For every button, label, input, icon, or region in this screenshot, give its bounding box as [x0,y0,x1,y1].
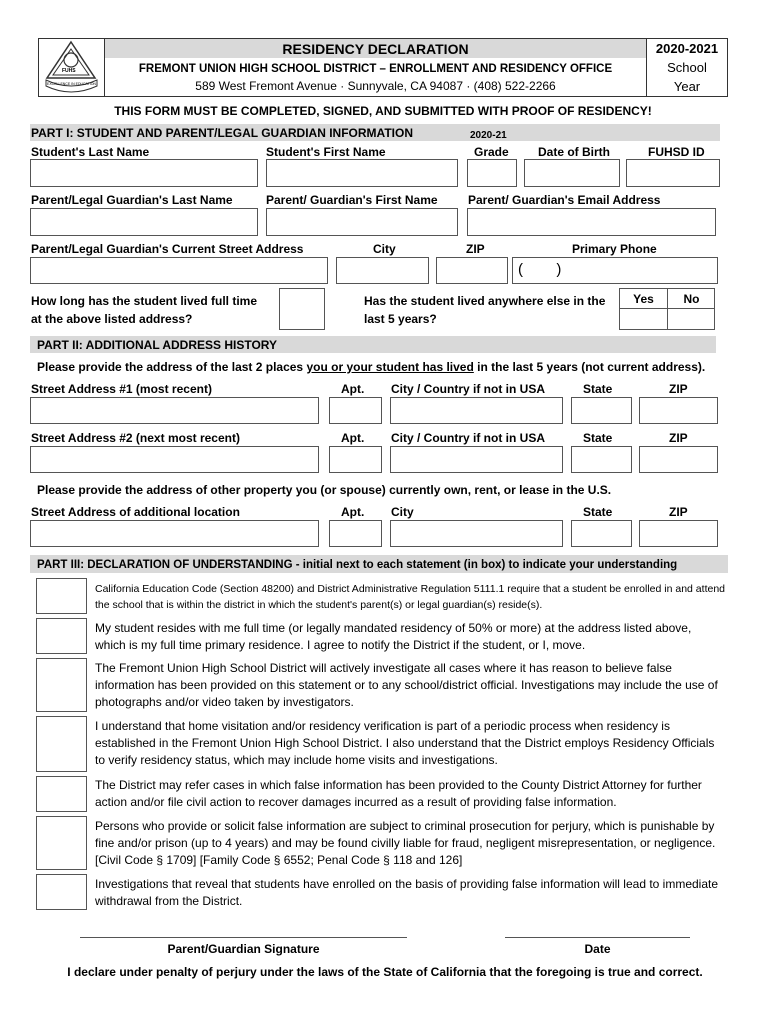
statement-4: I understand that home visitation and/or residency verification is part of a periodic process when residency is established in the Fremont Union High School District. I also understand that the District employs Residency Officials to verify residency status, which may include home visits and investigations. [95,719,715,767]
additional-address-label: Street Address of additional location [31,505,240,519]
district-name: FREMONT UNION HIGH SCHOOL DISTRICT – ENROLLMENT AND RESIDENCY OFFICE [138,63,613,75]
primary-phone-field[interactable] [512,257,718,284]
district-logo [43,40,100,96]
logo-monogram: FUHS [62,68,76,74]
additional-city-field[interactable] [390,520,563,547]
address1-apt-field[interactable] [329,397,382,424]
parent-email-label: Parent/ Guardian's Email Address [468,193,661,207]
street-address-label: Parent/Legal Guardian's Current Street Address [31,242,304,256]
additional-state-label: State [583,505,613,519]
address2-state-label: State [583,431,613,445]
address2-label: Street Address #2 (next most recent) [31,431,240,445]
form-title: RESIDENCY DECLARATION [282,41,469,57]
address2-street-field[interactable] [30,446,319,473]
school-year-label-1: School [667,60,707,75]
address2-apt-label: Apt. [341,431,365,445]
how-long-label-line2: at the above listed address? [31,312,193,326]
address1-city-field[interactable] [390,397,563,424]
initial-box-5[interactable] [36,776,87,812]
address1-apt-label: Apt. [341,382,365,396]
parent-email-field[interactable] [467,208,716,236]
student-last-name-field[interactable] [30,159,258,187]
address1-label: Street Address #1 (most recent) [31,382,212,396]
grade-field[interactable] [467,159,517,187]
fuhsd-id-label: FUHSD ID [648,145,705,159]
address1-zip-label: ZIP [669,382,688,396]
additional-apt-label: Apt. [341,505,365,519]
statement-5: The District may refer cases in which false information has been provided to the County District Attorney for further action and/or file civil action to recover damages incurred as a result of providing false information. [95,778,702,809]
date-line[interactable] [505,937,690,938]
additional-zip-field[interactable] [639,520,718,547]
part1-heading: PART I: STUDENT AND PARENT/LEGAL GUARDIAN INFORMATION [31,126,413,140]
part2-instruction-a: Please provide the address of the last 2 places [37,360,307,374]
other-property-instruction: Please provide the address of other property you (or spouse) currently own, rent, or lease in the U.S. [37,483,612,497]
statement-7: Investigations that reveal that students have enrolled on the basis of providing false information will lead to immediate withdrawal from the District. [95,877,719,908]
initial-box-3[interactable] [36,658,87,712]
statement-1: California Education Code (Section 48200) and District Administrative Regulation 5111.1 require that a student be enrolled in and attend the school that is within the district in which the student's parent(s) or legal guardian(s) reside(s). [95,583,725,611]
lived-elsewhere-label-line1: Has the student lived anywhere else in the [364,294,606,308]
yes-checkbox[interactable] [620,309,667,329]
address1-street-field[interactable] [30,397,319,424]
no-checkbox[interactable] [668,309,715,329]
additional-state-field[interactable] [571,520,632,547]
city-label: City [373,242,396,256]
address2-zip-field[interactable] [639,446,718,473]
yes-label: Yes [633,292,654,306]
student-first-name-field[interactable] [266,159,458,187]
fuhsd-id-field[interactable] [626,159,720,187]
part2-instruction-underlined: you or your student has lived [306,360,474,374]
address1-zip-field[interactable] [639,397,718,424]
lived-elsewhere-label-line2: last 5 years? [364,312,437,326]
logo-banner-text: EXCELLENCE IN EDUCATION [47,82,96,86]
district-address: 589 West Fremont Avenue · Sunnyvale, CA 94087 · (408) 522-2266 [195,79,556,93]
address1-state-field[interactable] [571,397,632,424]
grade-label: Grade [474,145,509,159]
address2-city-field[interactable] [390,446,563,473]
grade-year-label: 2020-21 [470,130,507,141]
additional-apt-field[interactable] [329,520,382,547]
signature-line[interactable] [80,937,407,938]
instruction-banner: THIS FORM MUST BE COMPLETED, SIGNED, AND SUBMITTED WITH PROOF OF RESIDENCY! [114,104,652,118]
initial-box-6[interactable] [36,816,87,870]
address1-state-label: State [583,382,613,396]
how-long-label-line1: How long has the student lived full time [31,294,258,308]
zip-label: ZIP [466,242,485,256]
parent-first-name-field[interactable] [266,208,458,236]
parent-last-name-label: Parent/Legal Guardian's Last Name [31,193,233,207]
no-label: No [683,292,700,306]
initial-box-2[interactable] [36,618,87,654]
perjury-declaration: I declare under penalty of perjury under the laws of the State of California that the foregoing is true and correct. [67,965,703,979]
initial-box-1[interactable] [36,578,87,614]
dob-label: Date of Birth [538,145,610,159]
part2-instruction [37,360,705,374]
how-long-field[interactable] [279,288,325,330]
city-field[interactable] [336,257,429,284]
address2-state-field[interactable] [571,446,632,473]
part3-heading: PART III: DECLARATION OF UNDERSTANDING - initial next to each statement (in box) to indicate your understanding [37,559,678,571]
school-year-label-2: Year [673,79,701,94]
initial-box-7[interactable] [36,874,87,910]
dob-field[interactable] [524,159,620,187]
phone-area-code-parens: ( ) [518,261,562,278]
statement-3: The Fremont Union High School District will actively investigate all cases where it has reason to believe false information has been provided on this statement or to any school/district official. Investigations may include the use of photographs and/or video taken by investigators. [95,661,718,709]
address2-city-label: City / Country if not in USA [391,431,545,445]
additional-zip-label: ZIP [669,505,688,519]
parent-last-name-field[interactable] [30,208,258,236]
address2-zip-label: ZIP [669,431,688,445]
statement-2: My student resides with me full time (or legally mandated residency of 50% or more) at the address listed above, which is my full time primary residence. I agree to notify the District if the student, or I, move. [95,621,692,652]
zip-field[interactable] [436,257,508,284]
parent-first-name-label: Parent/ Guardian's First Name [266,193,438,207]
school-year: 2020-2021 [655,41,719,56]
student-first-name-label: Student's First Name [266,145,386,159]
part2-heading: PART II: ADDITIONAL ADDRESS HISTORY [37,338,278,352]
primary-phone-label: Primary Phone [572,242,657,256]
additional-street-field[interactable] [30,520,319,547]
address2-apt-field[interactable] [329,446,382,473]
statement-6: Persons who provide or solicit false information are subject to criminal prosecution for perjury, which is punishable by fine and/or prison (up to 4 years) and may be found civilly liable for fraud, negligent misrepresentation, or negligence. [Civil Code § 1709] [Family Code § 6552; Penal Code § 118 and 126] [95,819,716,867]
additional-city-label: City [391,505,414,519]
initial-box-4[interactable] [36,716,87,772]
date-label: Date [584,942,611,956]
student-last-name-label: Student's Last Name [31,145,150,159]
street-address-field[interactable] [30,257,328,284]
signature-label: Parent/Guardian Signature [167,942,320,956]
address1-city-label: City / Country if not in USA [391,382,545,396]
part2-instruction-b: in the last 5 years (not current address). [473,360,706,374]
